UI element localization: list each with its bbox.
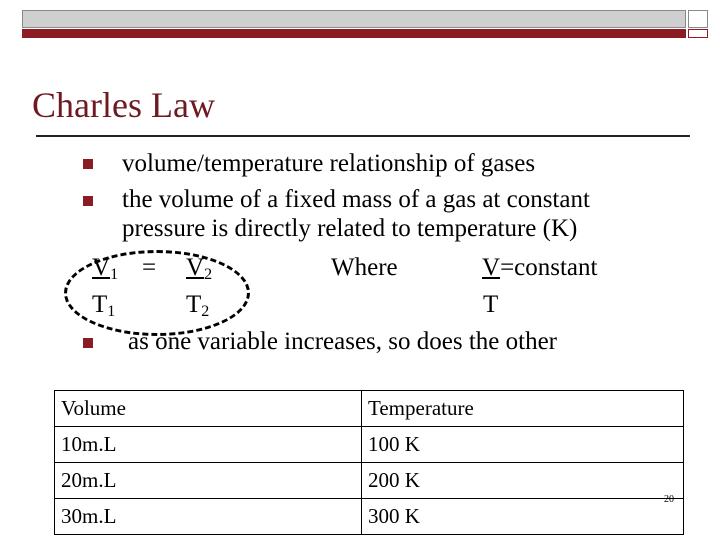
table-cell: 300 K xyxy=(362,499,684,535)
formula-equals: = xyxy=(142,254,157,281)
table-row xyxy=(55,499,684,535)
bullet-text-2: the volume of a fixed mass of a gas at constant xyxy=(122,186,590,213)
formula-v2: $V_2$ xyxy=(186,254,213,283)
table-row xyxy=(55,427,684,463)
formula-v-constant: V=constant xyxy=(482,254,598,281)
formula-highlight-oval xyxy=(64,250,250,336)
formula-where: Where xyxy=(331,254,398,281)
table-row xyxy=(55,463,684,499)
table-header-row xyxy=(55,391,684,427)
bullet-square-icon xyxy=(83,338,93,348)
header-red-band xyxy=(22,29,686,38)
formula-t-constant: T xyxy=(483,291,499,318)
header-gray-band xyxy=(22,10,686,28)
table-cell: 30m.L xyxy=(55,499,362,535)
slide-title: Charles Law xyxy=(32,85,215,125)
bullet-text-3: as one variable increases, so does the other xyxy=(128,328,558,355)
table-cell: 20m.L xyxy=(55,463,362,499)
formula-t1: $T_1$ xyxy=(92,291,116,320)
volume-temperature-table xyxy=(54,390,684,535)
table-header-temperature: Temperature xyxy=(362,391,684,427)
bullet-text-1: volume/temperature relationship of gases xyxy=(122,150,536,177)
bullet-text-2-continued: pressure is directly related to temperature (K) xyxy=(122,215,578,242)
page-number: 20 xyxy=(664,494,674,505)
table-cell: 100 K xyxy=(362,427,684,463)
formula-v1: $V_1$ xyxy=(92,254,119,283)
header-square-top xyxy=(688,10,708,28)
title-underline xyxy=(36,135,690,137)
bullet-square-icon xyxy=(83,196,93,206)
table-cell: 200 K xyxy=(362,463,684,499)
formula-t2: $T_2$ xyxy=(186,291,210,320)
bullet-square-icon xyxy=(83,159,93,169)
table-cell: 10m.L xyxy=(55,427,362,463)
table-header-volume: Volume xyxy=(55,391,362,427)
header-square-bottom xyxy=(688,29,708,38)
